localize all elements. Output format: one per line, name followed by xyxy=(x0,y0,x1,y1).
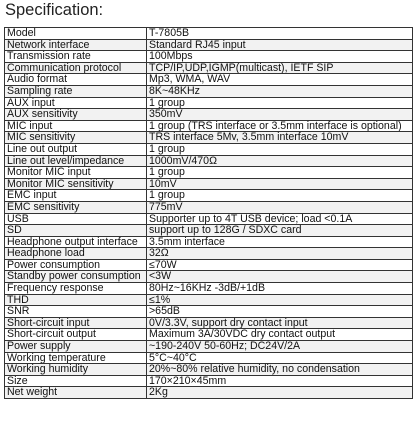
spec-label: Monitor MIC input xyxy=(5,167,147,179)
spec-row xyxy=(5,190,413,202)
spec-row xyxy=(5,375,413,387)
spec-value: Maximum 3A/30VDC dry contact output xyxy=(147,329,413,341)
spec-row xyxy=(5,132,413,144)
spec-label: Line out output xyxy=(5,143,147,155)
spec-label: Headphone load xyxy=(5,248,147,260)
spec-row xyxy=(5,167,413,179)
spec-row xyxy=(5,178,413,190)
spec-row xyxy=(5,364,413,376)
spec-value: TRS interface 5Mv, 3.5mm interface 10mV xyxy=(147,132,413,144)
spec-value: 32Ω xyxy=(147,248,413,260)
spec-label: Headphone output interface xyxy=(5,236,147,248)
spec-value: <3W xyxy=(147,271,413,283)
spec-label: Transmission rate xyxy=(5,51,147,63)
spec-value: 3.5mm interface xyxy=(147,236,413,248)
spec-value: 100Mbps xyxy=(147,51,413,63)
spec-value: 0V/3.3V, support dry contact input xyxy=(147,317,413,329)
spec-value: 8K~48KHz xyxy=(147,85,413,97)
spec-row xyxy=(5,387,413,399)
specification-table-body xyxy=(5,28,413,399)
spec-row xyxy=(5,109,413,121)
spec-row xyxy=(5,283,413,295)
spec-label: Standby power consumption xyxy=(5,271,147,283)
spec-label: AUX input xyxy=(5,97,147,109)
spec-label: MIC sensitivity xyxy=(5,132,147,144)
spec-label: SNR xyxy=(5,306,147,318)
spec-row xyxy=(5,120,413,132)
spec-value: 1 group xyxy=(147,143,413,155)
spec-label: USB xyxy=(5,213,147,225)
spec-row xyxy=(5,294,413,306)
spec-value: ~190-240V 50-60Hz; DC24V/2A xyxy=(147,341,413,353)
spec-value: 350mV xyxy=(147,109,413,121)
spec-label: Sampling rate xyxy=(5,85,147,97)
spec-label: Model xyxy=(5,28,147,40)
spec-label: Short-circuit output xyxy=(5,329,147,341)
spec-label: EMC sensitivity xyxy=(5,201,147,213)
spec-row xyxy=(5,236,413,248)
spec-value: TCP/IP,UDP,IGMP(multicast), IETF SIP xyxy=(147,62,413,74)
spec-value: Mp3, WMA, WAV xyxy=(147,74,413,86)
spec-value: 1 group xyxy=(147,190,413,202)
spec-row xyxy=(5,97,413,109)
spec-value: 5°C~40°C xyxy=(147,352,413,364)
spec-value: 20%~80% relative humidity, no condensation xyxy=(147,364,413,376)
spec-value: 1000mV/470Ω xyxy=(147,155,413,167)
spec-value: 1 group xyxy=(147,167,413,179)
spec-label: Working temperature xyxy=(5,352,147,364)
spec-row xyxy=(5,317,413,329)
spec-label: Line out level/impedance xyxy=(5,155,147,167)
spec-row xyxy=(5,85,413,97)
spec-label: Size xyxy=(5,375,147,387)
spec-row xyxy=(5,28,413,40)
spec-value: 1 group xyxy=(147,97,413,109)
spec-row xyxy=(5,143,413,155)
spec-row xyxy=(5,352,413,364)
spec-label: AUX sensitivity xyxy=(5,109,147,121)
page-title: Specification: xyxy=(5,1,104,19)
spec-label: Audio format xyxy=(5,74,147,86)
spec-label: MIC input xyxy=(5,120,147,132)
spec-label: SD xyxy=(5,225,147,237)
spec-value: 2Kg xyxy=(147,387,413,399)
spec-label: Power supply xyxy=(5,341,147,353)
spec-value: >65dB xyxy=(147,306,413,318)
spec-label: Short-circuit input xyxy=(5,317,147,329)
spec-row xyxy=(5,74,413,86)
spec-label: Working humidity xyxy=(5,364,147,376)
spec-row xyxy=(5,39,413,51)
spec-value: 80Hz~16KHz -3dB/+1dB xyxy=(147,283,413,295)
spec-label: Net weight xyxy=(5,387,147,399)
spec-row xyxy=(5,248,413,260)
specification-table xyxy=(4,27,413,399)
spec-label: THD xyxy=(5,294,147,306)
spec-value: 170×210×45mm xyxy=(147,375,413,387)
spec-label: Frequency response xyxy=(5,283,147,295)
spec-value: Supporter up to 4T USB device; load <0.1A xyxy=(147,213,413,225)
spec-row xyxy=(5,259,413,271)
spec-row xyxy=(5,341,413,353)
spec-value: ≤1% xyxy=(147,294,413,306)
spec-value: 775mV xyxy=(147,201,413,213)
spec-value: support up to 128G / SDXC card xyxy=(147,225,413,237)
spec-label: Network interface xyxy=(5,39,147,51)
spec-row xyxy=(5,271,413,283)
spec-row xyxy=(5,213,413,225)
spec-label: Communication protocol xyxy=(5,62,147,74)
spec-row xyxy=(5,51,413,63)
spec-label: EMC input xyxy=(5,190,147,202)
spec-value: 1 group (TRS interface or 3.5mm interface is optional) xyxy=(147,120,413,132)
spec-row xyxy=(5,155,413,167)
spec-row xyxy=(5,225,413,237)
spec-row xyxy=(5,329,413,341)
spec-row xyxy=(5,62,413,74)
spec-value: ≤70W xyxy=(147,259,413,271)
spec-value: T-7805B xyxy=(147,28,413,40)
spec-row xyxy=(5,306,413,318)
spec-value: Standard RJ45 input xyxy=(147,39,413,51)
spec-value: 10mV xyxy=(147,178,413,190)
spec-label: Power consumption xyxy=(5,259,147,271)
spec-label: Monitor MIC sensitivity xyxy=(5,178,147,190)
spec-row xyxy=(5,201,413,213)
